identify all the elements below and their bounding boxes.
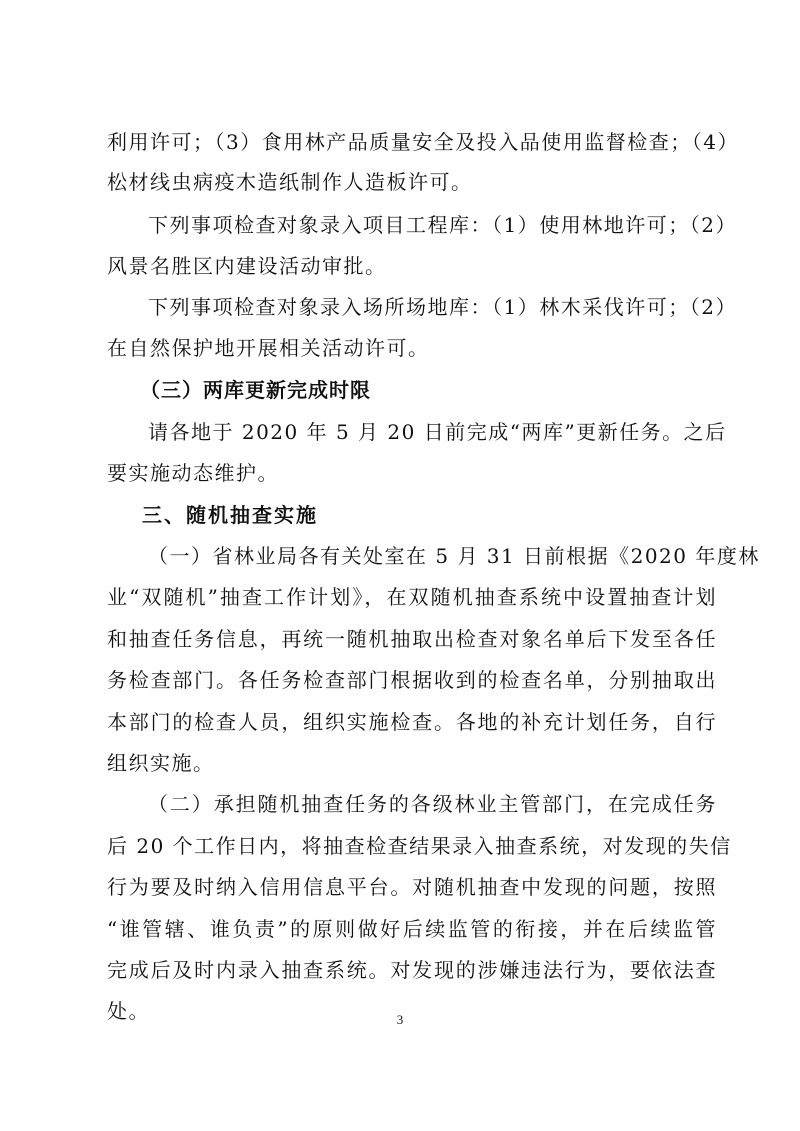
paragraph-line: 要实施动态维护。	[107, 461, 279, 485]
paragraph-line: 在自然保护地开展相关活动许可。	[107, 336, 430, 360]
section-heading: 三、随机抽查实施	[142, 503, 318, 527]
paragraph-line: 请各地于 2020 年 5 月 20 日前完成“两库”更新任务。之后	[148, 420, 727, 444]
paragraph-line: 下列事项检查对象录入项目工程库：（1）使用林地许可；（2）	[148, 213, 737, 237]
paragraph-line: 务检查部门。各任务检查部门根据收到的检查名单，分别抽取出	[107, 668, 717, 692]
paragraph-line: 行为要及时纳入信用信息平台。对随机抽查中发现的问题，按照	[107, 875, 717, 899]
paragraph-line: 处。	[107, 999, 150, 1023]
paragraph-line: 后 20 个工作日内，将抽查检查结果录入抽查系统，对发现的失信	[107, 834, 732, 858]
sub-heading: （三）两库更新完成时限	[140, 378, 371, 402]
paragraph-line: 组织实施。	[107, 751, 215, 775]
paragraph-line: （一）省林业局各有关处室在 5 月 31 日前根据《2020 年度林	[148, 544, 760, 568]
paragraph-line: 松材线虫病疫木造纸制作人造板许可。	[107, 170, 473, 194]
paragraph-line: 风景名胜区内建设活动审批。	[107, 254, 387, 278]
paragraph-line: 本部门的检查人员，组织实施检查。各地的补充计划任务，自行	[107, 710, 717, 734]
page-number: 3	[396, 1012, 404, 1027]
paragraph-line: 利用许可；（3）食用林产品质量安全及投入品使用监督检查；（4）	[107, 130, 739, 154]
paragraph-line: 和抽查任务信息，再统一随机抽取出检查对象名单后下发至各任	[107, 627, 717, 651]
paragraph-line: 下列事项检查对象录入场所场地库：（1）林木采伐许可；（2）	[148, 295, 737, 319]
paragraph-line: “谁管辖、谁负责”的原则做好后续监管的衔接，并在后续监管	[107, 917, 717, 941]
paragraph-line: 业“双随机”抽查工作计划》，在双随机抽查系统中设置抽查计划	[107, 585, 717, 609]
paragraph-line: （二）承担随机抽查任务的各级林业主管部门，在完成任务	[148, 792, 717, 816]
paragraph-line: 完成后及时内录入抽查系统。对发现的涉嫌违法行为，要依法查	[107, 958, 717, 982]
